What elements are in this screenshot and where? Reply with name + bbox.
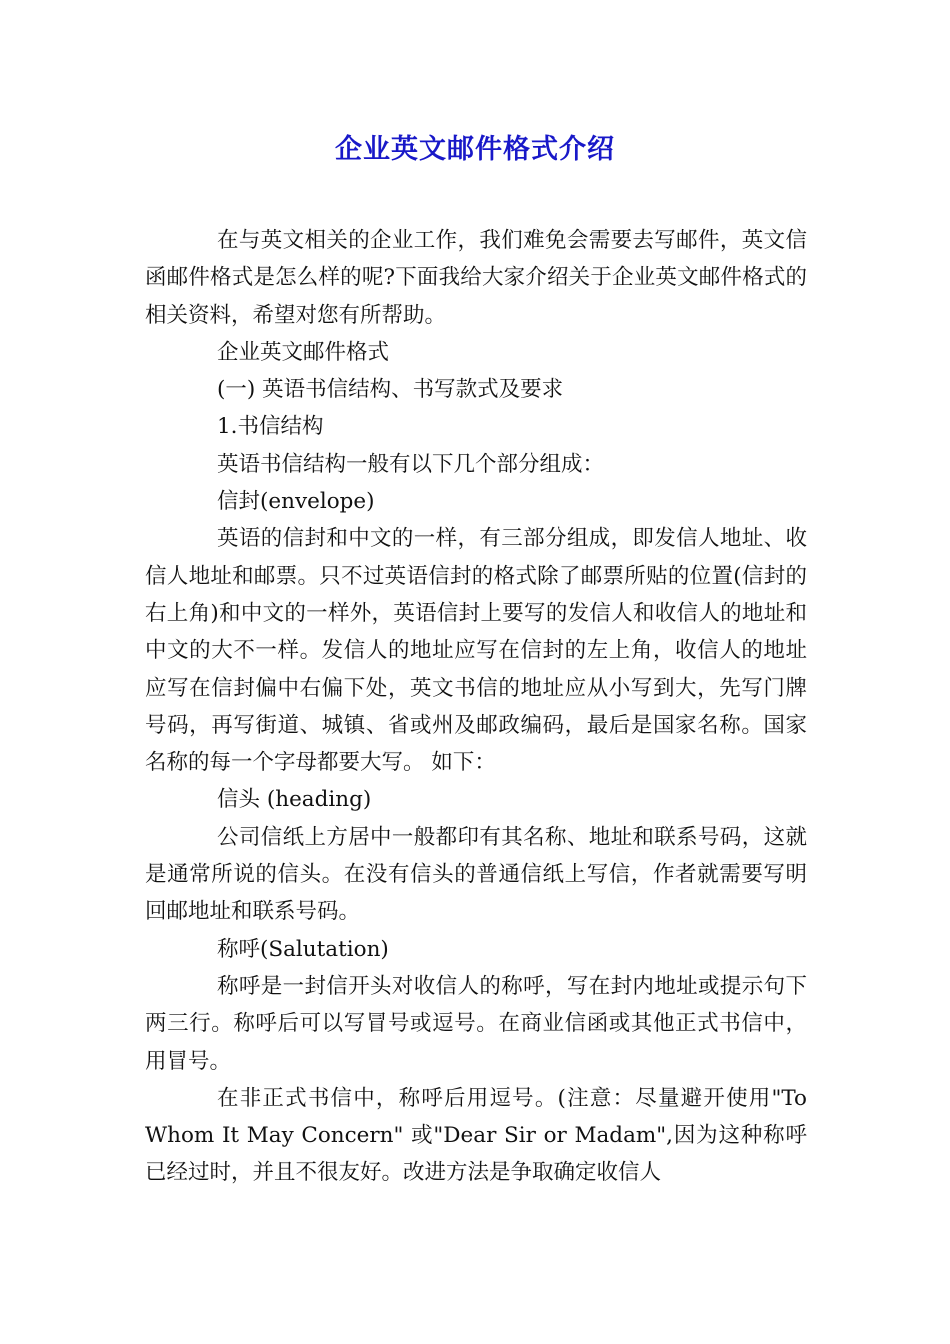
paragraph: 在与英文相关的企业工作，我们难免会需要去写邮件，英文信函邮件格式是怎么样的呢?下面我给大家介绍关于企业英文邮件格式的相关资料，希望对您有所帮助。	[145, 228, 807, 328]
paragraph: 英语的信封和中文的一样，有三部分组成，即发信人地址、收信人地址和邮票。只不过英语信封的格式除了邮票所贴的位置(信封的右上角)和中文的一样外，英语信封上要写的发信人和收信人的地址和中文的大不一样。发信人的地址应写在信封的左上角，收信人的地址应写在信封偏中右偏下处，英文书信的地址应从小写到大，先写门牌号码，再写街道、城镇、省或州及邮政编码，最后是国家名称。国家名称的每一个字母都要大写。 如下：	[145, 526, 807, 776]
page-title: 企业英文邮件格式介绍	[335, 134, 615, 165]
paragraph: 英语书信结构一般有以下几个部分组成：	[217, 451, 605, 477]
paragraph: 称呼(Salutation)	[217, 936, 389, 962]
paragraph: 信头 (heading)	[217, 787, 372, 813]
paragraph: (一) 英语书信结构、书写款式及要求	[217, 377, 564, 403]
paragraph: 1.书信结构	[217, 414, 324, 440]
document-body	[145, 222, 807, 1192]
paragraph: 在非正式书信中，称呼后用逗号。(注意：尽量避开使用"To Whom It May Concern" 或"Dear Sir or Madam",因为这种称呼已经过时，并且不很友好。改进方法是争取确定收信人	[145, 1085, 807, 1186]
paragraph: 公司信纸上方居中一般都印有其名称、地址和联系号码，这就是通常所说的信头。在没有信头的普通信纸上写信，作者就需要写明回邮地址和联系号码。	[145, 824, 807, 925]
paragraph: 企业英文邮件格式	[217, 339, 390, 365]
paragraph: 信封(envelope)	[217, 489, 375, 515]
paragraph: 称呼是一封信开头对收信人的称呼，写在封内地址或提示句下两三行。称呼后可以写冒号或逗号。在商业信函或其他正式书信中，用冒号。	[145, 973, 807, 1074]
